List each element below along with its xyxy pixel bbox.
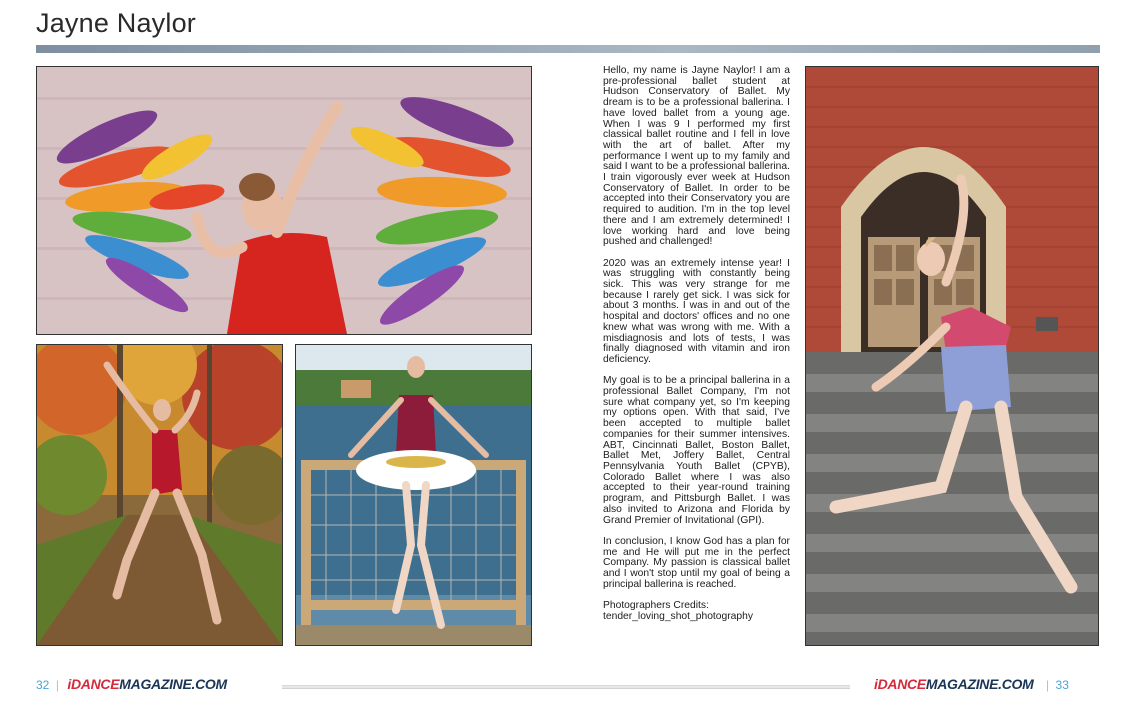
footer-divider xyxy=(282,685,850,689)
page-number-left: 32 xyxy=(36,678,50,692)
footer-separator-right: | xyxy=(1045,678,1050,692)
page-number-right: 33 xyxy=(1055,678,1069,692)
article-paragraph-goals: My goal is to be a principal ballerina in a professional Ballet Company, I'm not sure what company yet, so I'm keeping my options open. With that said, I've been accepted to multiple ballet companies for their summer intensives. ABT, Cincinnati Ballet, Boston Ballet, Ballet Met, Joffery Ballet, Central Pennsylvania Youth Ballet (CPYB), Colorado Ballet where I was also accepted to their year-round training program, and Pittsburgh Ballet. I was also invited to Arizona and Florida by Grand Premier of Invitational (GPI). xyxy=(603,375,790,526)
footer-separator-left: | xyxy=(55,678,59,692)
page-title: Jayne Naylor xyxy=(36,8,196,38)
photo-credits xyxy=(603,601,790,622)
article-paragraph-intro: Hello, my name is Jayne Naylor! I am a pre-professional ballet student at Hudson Conservatory of Ballet. My dream is to be a professional ballerina. I have loved ballet from a young age. When I was 9 I performed my first classical ballet routine and I fell in love with the art of ballet. After my performance I went up to my family and said I want to be a professional ballerina. I train vigorously ever week at Hudson Conservatory of Ballet. In order to be accepted into their Conservatory you are required to audition. I'm in the top level there and I am extremely determined! I love working hard and love being pushed and challenged! xyxy=(603,65,790,248)
photo-credits-label: Photographers Credits: xyxy=(603,600,709,612)
footer-left xyxy=(36,676,227,696)
title-divider xyxy=(36,45,1100,53)
footer-right xyxy=(874,676,1069,696)
article-paragraph-2020: 2020 was an extremely intense year! I was struggling with constantly being sick. This was very strange for me because I rarely get sick. I was sick for about 3 months. I was in and out of the hospital and doctors' offices and no one knew what was wrong with me. With a misdiagnosis and lots of tests, I was finally diagnosed with vitamin and iron deficiency. xyxy=(603,257,790,365)
photo-church-steps xyxy=(805,66,1099,646)
photo-autumn-forest xyxy=(36,344,283,646)
magazine-logo-left: iDANCEMAGAZINE.COM xyxy=(67,676,227,692)
magazine-logo-right: iDANCEMAGAZINE.COM xyxy=(874,676,1034,692)
photo-wings-mural xyxy=(36,66,532,335)
article-body xyxy=(603,66,790,623)
photo-lake-tutu xyxy=(295,344,532,646)
photo-credits-name: tender_loving_shot_photography xyxy=(603,610,753,622)
article-paragraph-conclusion: In conclusion, I know God has a plan for me and He will put me in the perfect Company. My passion is classical ballet and I won't stop until my goal of being a principal ballerina is reached. xyxy=(603,535,790,590)
